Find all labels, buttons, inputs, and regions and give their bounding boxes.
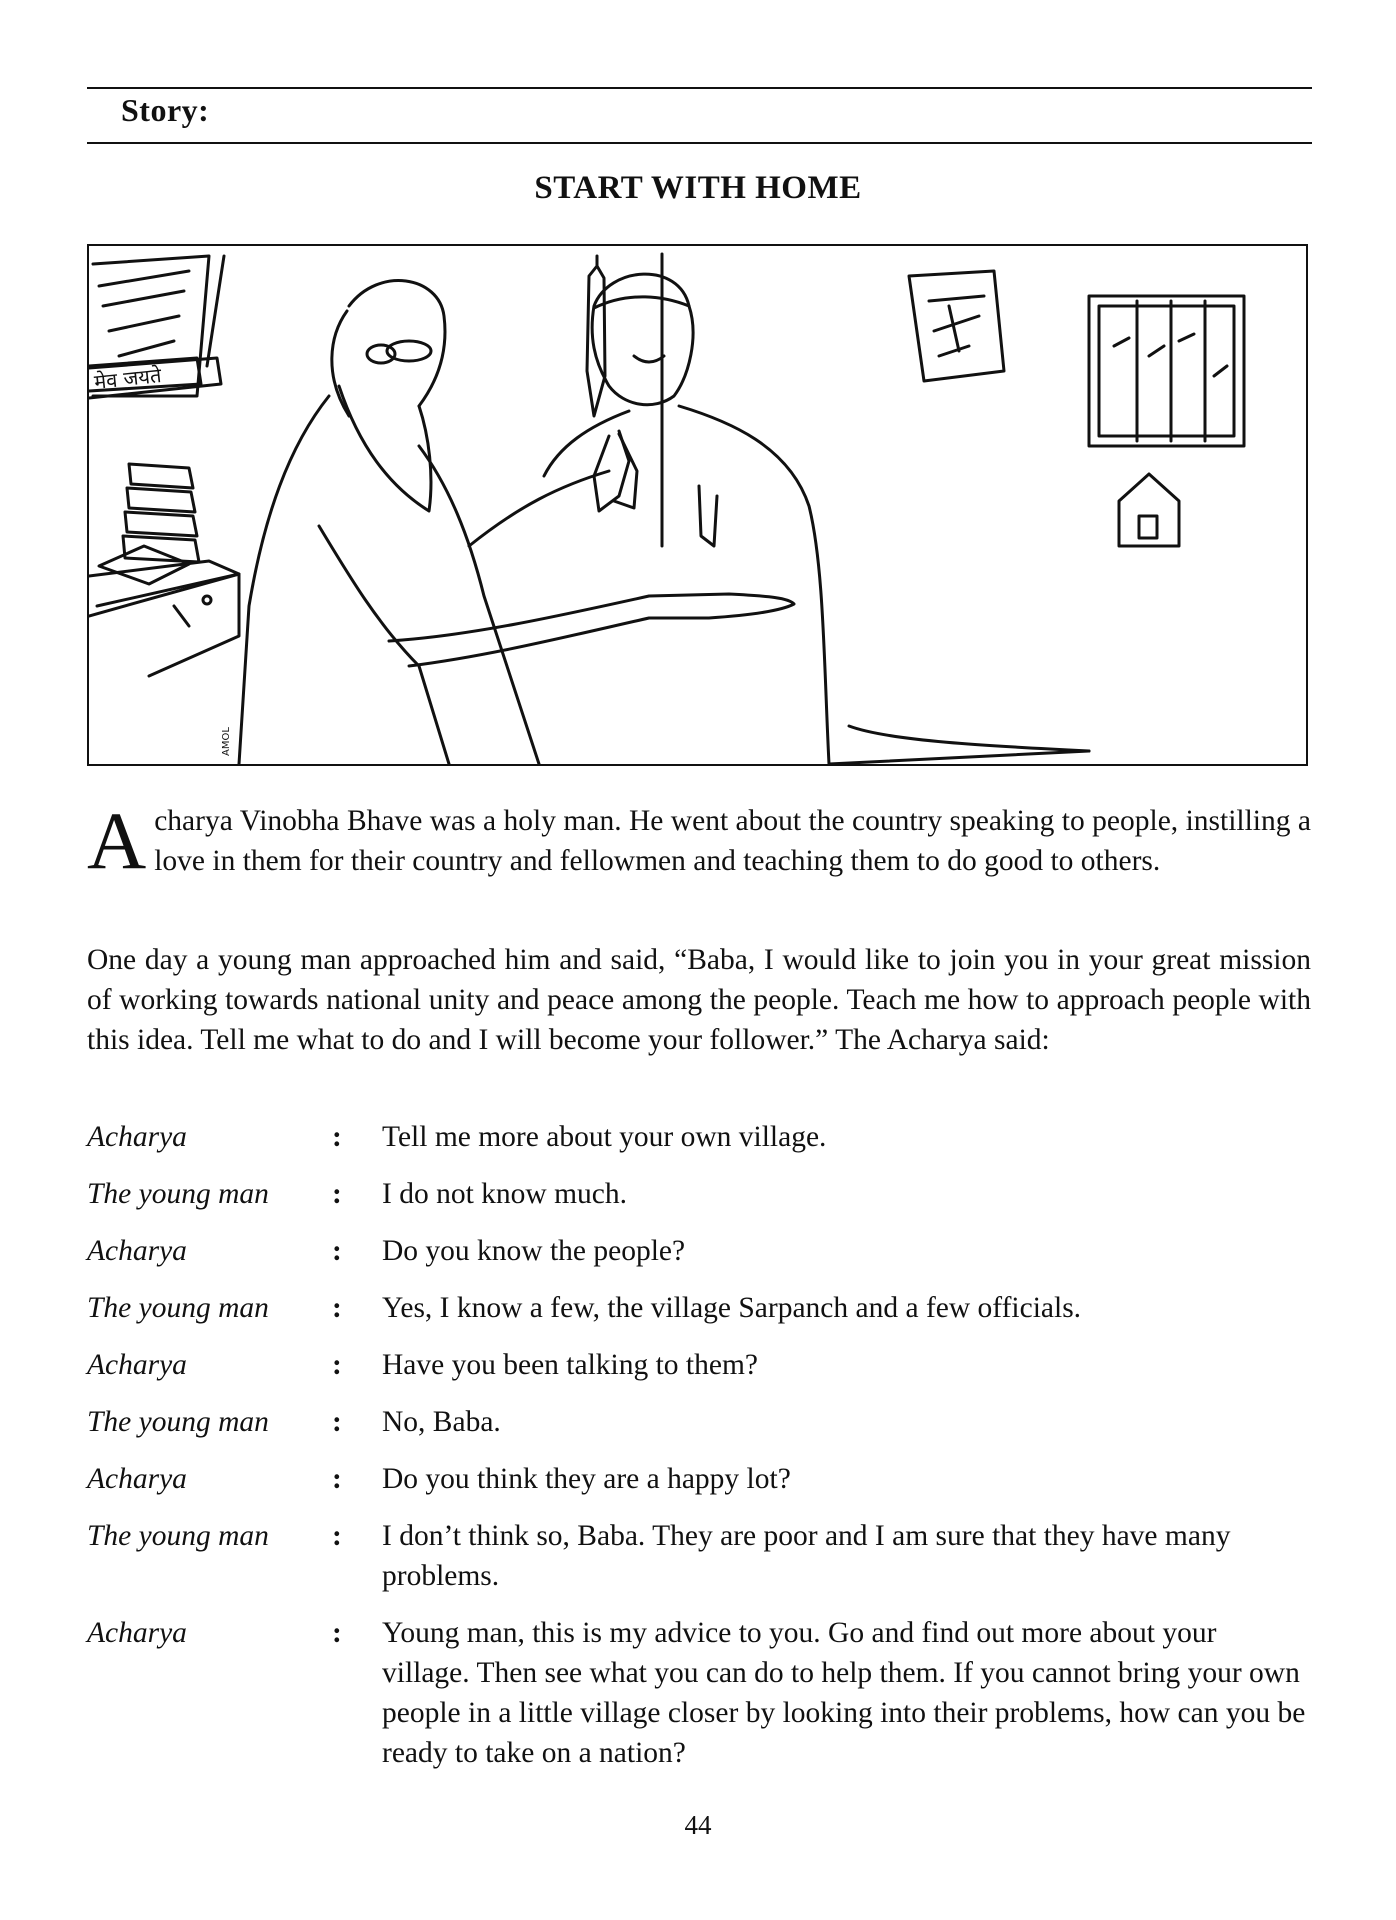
- dialogue-line: [87, 1345, 1311, 1385]
- desk-with-book: [89, 546, 239, 676]
- dialogue-text: Young man, this is my advice to you. Go and find out more about your village. Then see what you can do to help them. If you cannot bring your own people in a little village closer by looking into their problems, how can you be ready to take on a nation?: [382, 1617, 1306, 1769]
- dialogue-colon: :: [332, 1178, 342, 1210]
- story-title: START WITH HOME: [534, 170, 862, 206]
- dialogue-text: Do you think they are a happy lot?: [382, 1463, 791, 1495]
- dialogue-speaker: The young man: [87, 1178, 269, 1210]
- dialogue-colon: :: [332, 1292, 342, 1324]
- story-illustration: [87, 244, 1308, 766]
- dialogue-speaker: The young man: [87, 1520, 269, 1552]
- dialogue-speaker: Acharya: [87, 1235, 187, 1267]
- wall-lamp-niche: [1119, 474, 1179, 546]
- dialogue-text: I do not know much.: [382, 1178, 627, 1210]
- barred-window: [1089, 296, 1244, 446]
- dialogue-colon: :: [332, 1520, 342, 1552]
- intro-paragraph-text: charya Vinobha Bhave was a holy man. He went about the country speaking to people, instilling a love in them for their country and fellowmen and teaching them to do good to others.: [154, 805, 1311, 877]
- dialogue-text: Do you know the people?: [382, 1235, 686, 1267]
- wall-picture-frame: [909, 271, 1004, 381]
- drop-cap: A: [87, 795, 147, 886]
- page-number: 44: [684, 1810, 712, 1840]
- dialogue-speaker: Acharya: [87, 1617, 187, 1649]
- artist-signature: AMOL: [221, 727, 232, 756]
- top-rule: [87, 87, 1312, 89]
- wall-sign-text: मेव जयते: [93, 363, 163, 394]
- dialogue-colon: :: [332, 1121, 342, 1153]
- dialogue-speaker: Acharya: [87, 1121, 187, 1153]
- dialogue-colon: :: [332, 1406, 342, 1438]
- book-stack: [123, 464, 199, 562]
- dialogue-colon: :: [332, 1617, 342, 1649]
- hanging-cloth: [587, 266, 605, 416]
- dialogue-line: [87, 1402, 1311, 1442]
- young-man-figure: [544, 274, 1089, 764]
- dialogue-line: [87, 1516, 1311, 1596]
- dialogue-text: Have you been talking to them?: [382, 1349, 759, 1381]
- dialogue-speaker: Acharya: [87, 1349, 187, 1381]
- dialogue-line: [87, 1117, 1311, 1157]
- dialogue-speaker: The young man: [87, 1406, 269, 1438]
- dialogue-text: Yes, I know a few, the village Sarpanch and a few officials.: [382, 1292, 1082, 1324]
- dialogue-text: I don’t think so, Baba. They are poor and I am sure that they have many problems.: [382, 1520, 1231, 1592]
- dialogue-speaker: The young man: [87, 1292, 269, 1324]
- dialogue-colon: :: [332, 1463, 342, 1495]
- dialogue-colon: :: [332, 1235, 342, 1267]
- section-label: Story:: [121, 92, 210, 128]
- dialogue-list: [87, 1117, 1311, 1790]
- intro-paragraph: [87, 795, 1311, 886]
- dialogue-line: [87, 1459, 1311, 1499]
- dialogue-colon: :: [332, 1349, 342, 1381]
- dialogue-text: No, Baba.: [382, 1406, 501, 1438]
- second-paragraph: One day a young man approached him and said, “Baba, I would like to join you in your great mission of working towards national unity and peace among the people. Teach me how to approach people with this idea. Tell me what to do and I will become your follower.” The Acharya said:: [87, 944, 1311, 1056]
- dialogue-line: [87, 1613, 1311, 1773]
- dialogue-line: [87, 1288, 1311, 1328]
- dialogue-text: Tell me more about your own village.: [382, 1121, 827, 1153]
- bottom-rule: [87, 142, 1312, 144]
- dialogue-speaker: Acharya: [87, 1463, 187, 1495]
- holy-man-figure: [239, 281, 794, 764]
- dialogue-line: [87, 1174, 1311, 1214]
- dialogue-line: [87, 1231, 1311, 1271]
